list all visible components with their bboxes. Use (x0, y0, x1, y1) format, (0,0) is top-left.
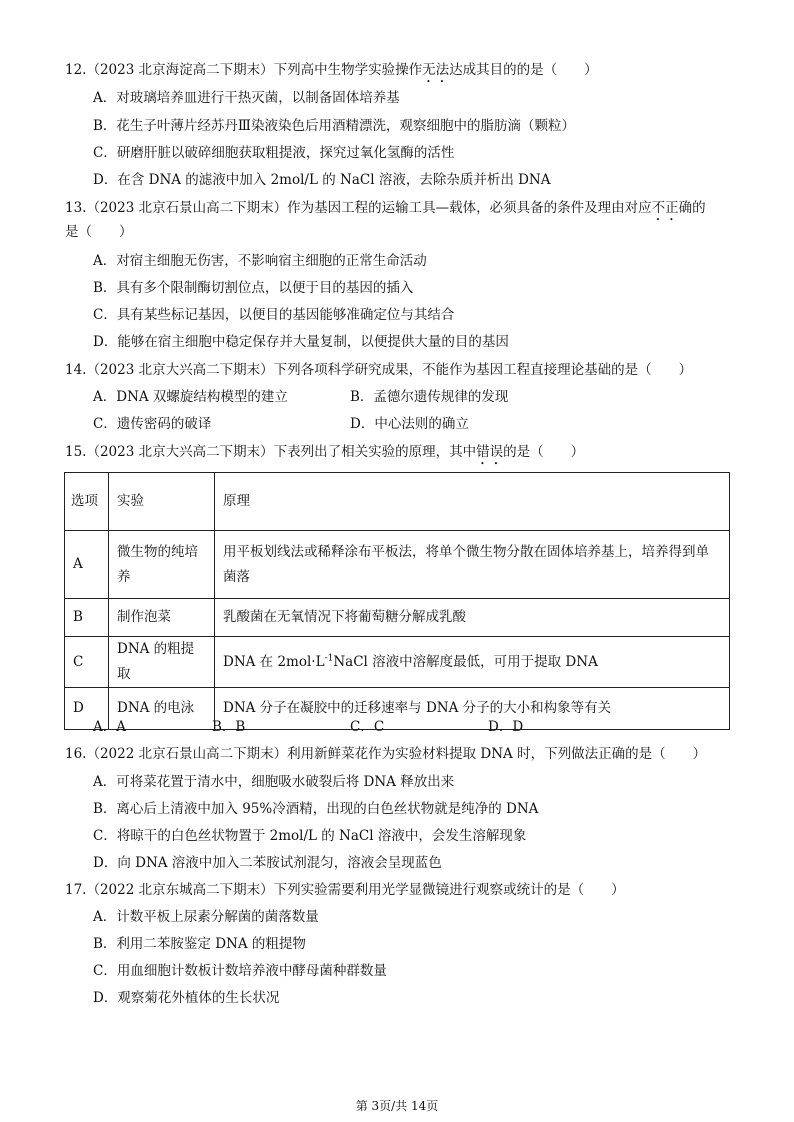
q12-option-a: A．对玻璃培养皿进行干热灭菌，以制备固体培养基 (93, 90, 400, 106)
q12-option-b: B．花生子叶薄片经苏丹Ⅲ染液染色后用酒精漂洗，观察细胞中的脂肪滴（颗粒） (93, 118, 575, 134)
q13-option-a: A．对宿主细胞无伤害，不影响宿主细胞的正常生命活动 (93, 253, 427, 269)
question-15-stem: 15.（2023 北京大兴高二下期末）下表列出了相关实验的原理，其中错误的是（ ） (65, 444, 585, 460)
question-13-stem-line2: 是（ ） (65, 224, 133, 240)
emphasis-text: 错误 (476, 444, 504, 460)
question-17-stem: 17.（2022 北京东城高二下期末）下列实验需要利用光学显微镜进行观察或统计的是（ ） (65, 882, 625, 898)
table-cell: 用平板划线法或稀释涂布平板法，将单个微生物分散在固体培养基上，培养得到单菌落 (215, 531, 730, 599)
question-14-stem: 14.（2023 北京大兴高二下期末）下列各项科学研究成果，不能作为基因工程直接理论基础的是（ ） (65, 362, 693, 378)
q15-option-d: D．D (488, 719, 524, 735)
table-row (65, 688, 730, 730)
q15-option-b: B．B (212, 719, 246, 735)
q12-option-d: D．在含 DNA 的滤液中加入 2mol/L 的 NaCl 溶液，去除杂质并析出 DNA (93, 172, 551, 188)
page-footer: 第 3页/共 14页 (355, 1099, 439, 1113)
q17-option-b: B．利用二苯胺鉴定 DNA 的粗提物 (93, 936, 306, 952)
table-cell: 乳酸菌在无氧情况下将葡萄糖分解成乳酸 (215, 599, 730, 637)
table-header-row (65, 473, 730, 531)
table-cell: 制作泡菜 (109, 599, 215, 637)
question-16-stem: 16.（2022 北京石景山高二下期末）利用新鲜菜花作为实验材料提取 DNA 时，下列做法正确的是（ ） (65, 746, 707, 762)
q13-option-c: C．具有某些标记基因，以便目的基因能够准确定位与其结合 (93, 307, 455, 323)
q16-option-d: D．向 DNA 溶液中加入二苯胺试剂混匀，溶液会呈现蓝色 (93, 855, 442, 871)
table-cell: B (65, 599, 109, 637)
table-row (65, 531, 730, 599)
table-row (65, 599, 730, 637)
question-12-stem: 12.（2023 北京海淀高二下期末）下列高中生物学实验操作无法达成其目的的是（ ） (65, 62, 598, 78)
q15-option-a: A．A (93, 719, 126, 735)
q14-option-b: B．孟德尔遗传规律的发现 (350, 389, 509, 405)
q14-option-a: A．DNA 双螺旋结构模型的建立 (93, 389, 288, 405)
table-row (65, 637, 730, 688)
table-cell: C (65, 637, 109, 688)
q17-option-d: D．观察菊花外植体的生长状况 (93, 990, 280, 1006)
table-header-cell: 实验 (109, 473, 215, 531)
q16-option-c: C．将晾干的白色丝状物置于 2mol/L 的 NaCl 溶液中，会发生溶解现象 (93, 828, 527, 844)
table-cell: D (65, 688, 109, 730)
q17-option-a: A．计数平板上尿素分解菌的菌落数量 (93, 909, 319, 925)
emphasis-text: 无法 (422, 62, 450, 78)
table-cell: 微生物的纯培养 (109, 531, 215, 599)
q16-option-a: A．可将菜花置于清水中，细胞吸水破裂后将 DNA 释放出来 (93, 774, 455, 790)
q12-option-c: C．研磨肝脏以破碎细胞获取粗提液，探究过氧化氢酶的活性 (93, 145, 455, 161)
q13-option-b: B．具有多个限制酶切割位点，以便于目的基因的插入 (93, 280, 414, 296)
q16-option-b: B．离心后上清液中加入 95%冷酒精，出现的白色丝状物就是纯净的 DNA (93, 801, 539, 817)
q13-option-d: D．能够在宿主细胞中稳定保存并大量复制，以便提供大量的目的基因 (93, 334, 509, 350)
q14-option-c: C．遗传密码的破译 (93, 416, 212, 432)
table-cell: DNA 的粗提取 (109, 637, 215, 688)
q17-option-c: C．用血细胞计数板计数培养液中酵母菌种群数量 (93, 963, 387, 979)
emphasis-text: 不正 (651, 200, 679, 216)
table-header-cell: 原理 (215, 473, 730, 531)
table-cell: DNA 分子在凝胶中的迁移速率与 DNA 分子的大小和构象等有关 (215, 688, 730, 730)
experiment-principle-table (64, 472, 730, 730)
q14-option-d: D．中心法则的确立 (350, 416, 469, 432)
superscript: -1 (324, 653, 334, 663)
table-cell: A (65, 531, 109, 599)
table-header-cell: 选项 (65, 473, 109, 531)
table-cell: DNA 的电泳 (109, 688, 215, 730)
q15-option-c: C．C (350, 719, 385, 735)
table-cell: DNA 在 $2mol\cdot L^{-1}NaCl$ 溶液中溶解度最低，可用于提取 DNA (215, 637, 730, 688)
question-13-stem: 13.（2023 北京石景山高二下期末）作为基因工程的运输工具—载体，必须具备的条件及理由对应不正确的 (65, 200, 706, 216)
